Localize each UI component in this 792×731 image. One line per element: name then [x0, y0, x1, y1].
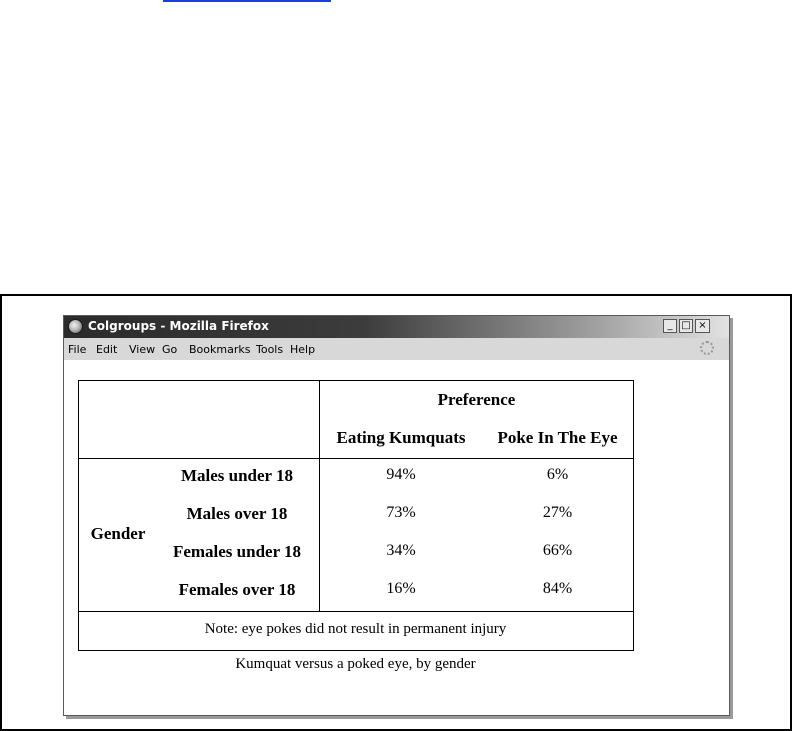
cell-females-under-18-poke: 66% [542, 542, 573, 559]
browser-window [63, 315, 730, 716]
cell-males-under-18-poke: 6% [546, 466, 569, 483]
table-caption: Kumquat versus a poked eye, by gender [235, 656, 476, 672]
table-divider-foot [78, 611, 633, 612]
throbber-icon [700, 341, 714, 355]
table-border-left [78, 380, 79, 651]
firefox-icon[interactable] [68, 319, 83, 334]
minimize-button[interactable]: _ [663, 319, 677, 333]
menu-bar [64, 338, 729, 360]
cell-males-under-18-kumquats: 94% [386, 466, 416, 483]
column-header-eating-kumquats: Eating Kumquats [336, 428, 466, 447]
menu-item-go[interactable]: Go [162, 343, 178, 356]
preference-header: Preference [437, 390, 516, 409]
maximize-button[interactable]: □ [679, 319, 693, 333]
close-button[interactable]: × [695, 319, 710, 333]
window-title: Colgroups - Mozilla Firefox [88, 319, 269, 333]
cell-females-over-18-poke: 84% [542, 580, 573, 597]
cell-females-over-18-kumquats: 16% [386, 580, 416, 597]
menu-item-tools[interactable]: Tools [256, 343, 284, 356]
table-border-top [78, 380, 633, 381]
title-bar[interactable] [64, 316, 729, 338]
figure-frame [0, 294, 792, 731]
row-label-females-under-18: Females under 18 [172, 542, 302, 561]
column-header-poke-in-the-eye: Poke In The Eye [497, 428, 618, 447]
cell-females-under-18-kumquats: 34% [386, 542, 416, 559]
table-divider-head [78, 458, 633, 459]
cell-males-over-18-poke: 27% [542, 504, 573, 521]
page-content [64, 360, 729, 715]
menu-item-help[interactable]: Help [290, 343, 316, 356]
row-group-gender: Gender [90, 524, 146, 543]
menu-item-bookmarks[interactable]: Bookmarks [189, 343, 251, 356]
menu-item-view[interactable]: View [129, 343, 156, 356]
menu-item-edit[interactable]: Edit [96, 343, 118, 356]
cell-males-over-18-kumquats: 73% [386, 504, 416, 521]
table-divider-col [319, 380, 320, 611]
menu-item-file[interactable]: File [68, 343, 87, 356]
table-border-right [633, 380, 634, 651]
top-link-fragment[interactable] [163, 0, 331, 2]
row-label-males-over-18: Males over 18 [186, 504, 288, 523]
table-footer-note: Note: eye pokes did not result in permanent injury [204, 621, 507, 637]
row-label-females-over-18: Females over 18 [178, 580, 296, 599]
table-border-bottom [78, 650, 633, 651]
row-label-males-under-18: Males under 18 [180, 466, 294, 485]
